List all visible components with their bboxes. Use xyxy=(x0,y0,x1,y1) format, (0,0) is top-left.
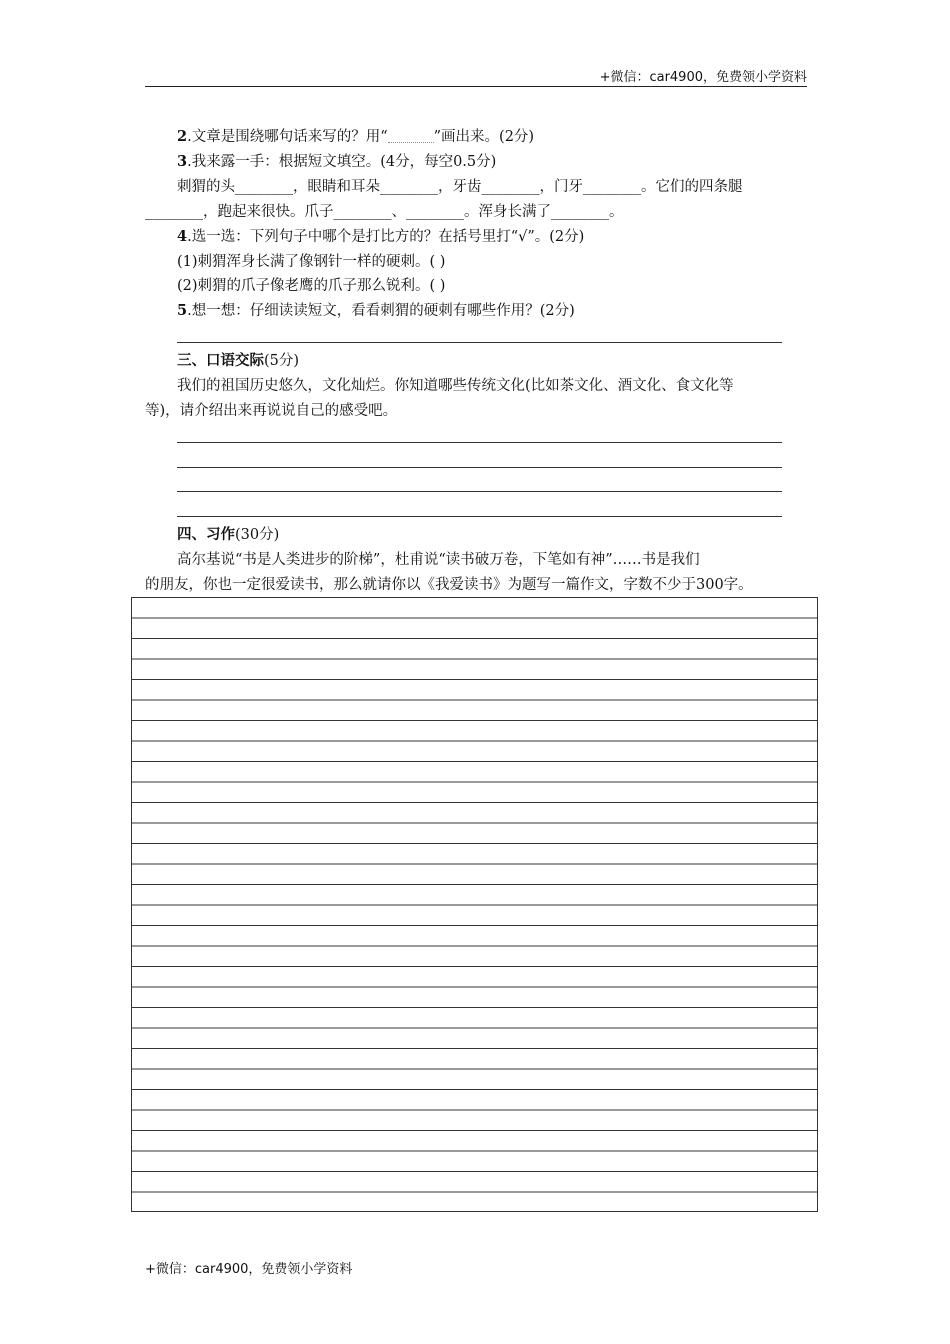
q2-text-a: .文章是围绕哪句话来写的？用“ xyxy=(187,129,388,145)
question-2 xyxy=(177,127,534,147)
question-4 xyxy=(177,227,584,247)
section-3-prompt-line-2: 等)，请介绍出来再说说自己的感受吧。 xyxy=(145,403,398,419)
q4-option-1: (1)刺猬浑身长满了像钢针一样的硬刺。( ) xyxy=(177,254,446,270)
wavy-line-marker xyxy=(388,132,434,143)
q4-number: 4 xyxy=(177,228,188,245)
section-3-title: 三、口语交际 xyxy=(177,352,264,369)
page-footer: +微信：car4900，免费领小学资料 xyxy=(145,1262,353,1277)
question-5 xyxy=(177,301,575,321)
section-4-points: (30分) xyxy=(235,527,280,543)
section-3-answer-line-3[interactable] xyxy=(177,491,782,492)
composition-writing-grid[interactable] xyxy=(131,597,818,1212)
q3-fill-line-1: 刺猬的头________，眼睛和耳朵________，牙齿________，门牙________。它们的四条腿 xyxy=(177,179,743,195)
q4-text: .选一选：下列句子中哪个是打比方的？在括号里打“√”。(2分) xyxy=(187,229,585,245)
question-3 xyxy=(177,152,496,172)
q2-number: 2 xyxy=(177,128,188,145)
section-4-prompt-line-1: 高尔基说“书是人类进步的阶梯”，杜甫说“读书破万卷，下笔如有神”……书是我们 xyxy=(177,552,700,568)
section-3-answer-line-1[interactable] xyxy=(177,442,782,443)
section-4-prompt-line-2: 的朋友，你也一定很爱读书，那么就请你以《我爱读书》为题写一篇作文，字数不少于300字。 xyxy=(145,577,753,593)
q4-option-2: (2)刺猬的爪子像老鹰的爪子那么锐利。( ) xyxy=(177,278,446,294)
section-3-answer-line-2[interactable] xyxy=(177,467,782,468)
header-text: +微信：car4900，免费领小学资料 xyxy=(599,70,807,85)
q2-text-b: ”画出来。(2分) xyxy=(433,129,535,145)
section-4-title: 四、习作 xyxy=(177,526,235,543)
q5-number: 5 xyxy=(177,302,188,319)
section-3-heading xyxy=(177,351,299,371)
section-3-points: (5分) xyxy=(264,353,300,369)
section-4-heading xyxy=(177,525,279,545)
q3-fill-line-2: ________，跑起来很快。爪子________、________。浑身长满了________。 xyxy=(145,204,624,220)
section-3-prompt-line-1: 我们的祖国历史悠久，文化灿烂。你知道哪些传统文化(比如茶文化、酒文化、食文化等 xyxy=(177,378,734,394)
q5-text: .想一想：仔细读读短文，看看刺猬的硬刺有哪些作用？(2分) xyxy=(187,303,575,319)
section-3-answer-line-4[interactable] xyxy=(177,516,782,517)
q5-answer-line[interactable] xyxy=(177,342,782,343)
page-header xyxy=(145,64,807,87)
q3-number: 3 xyxy=(177,153,188,170)
q3-text: .我来露一手：根据短文填空。(4分，每空0.5分) xyxy=(187,154,497,170)
